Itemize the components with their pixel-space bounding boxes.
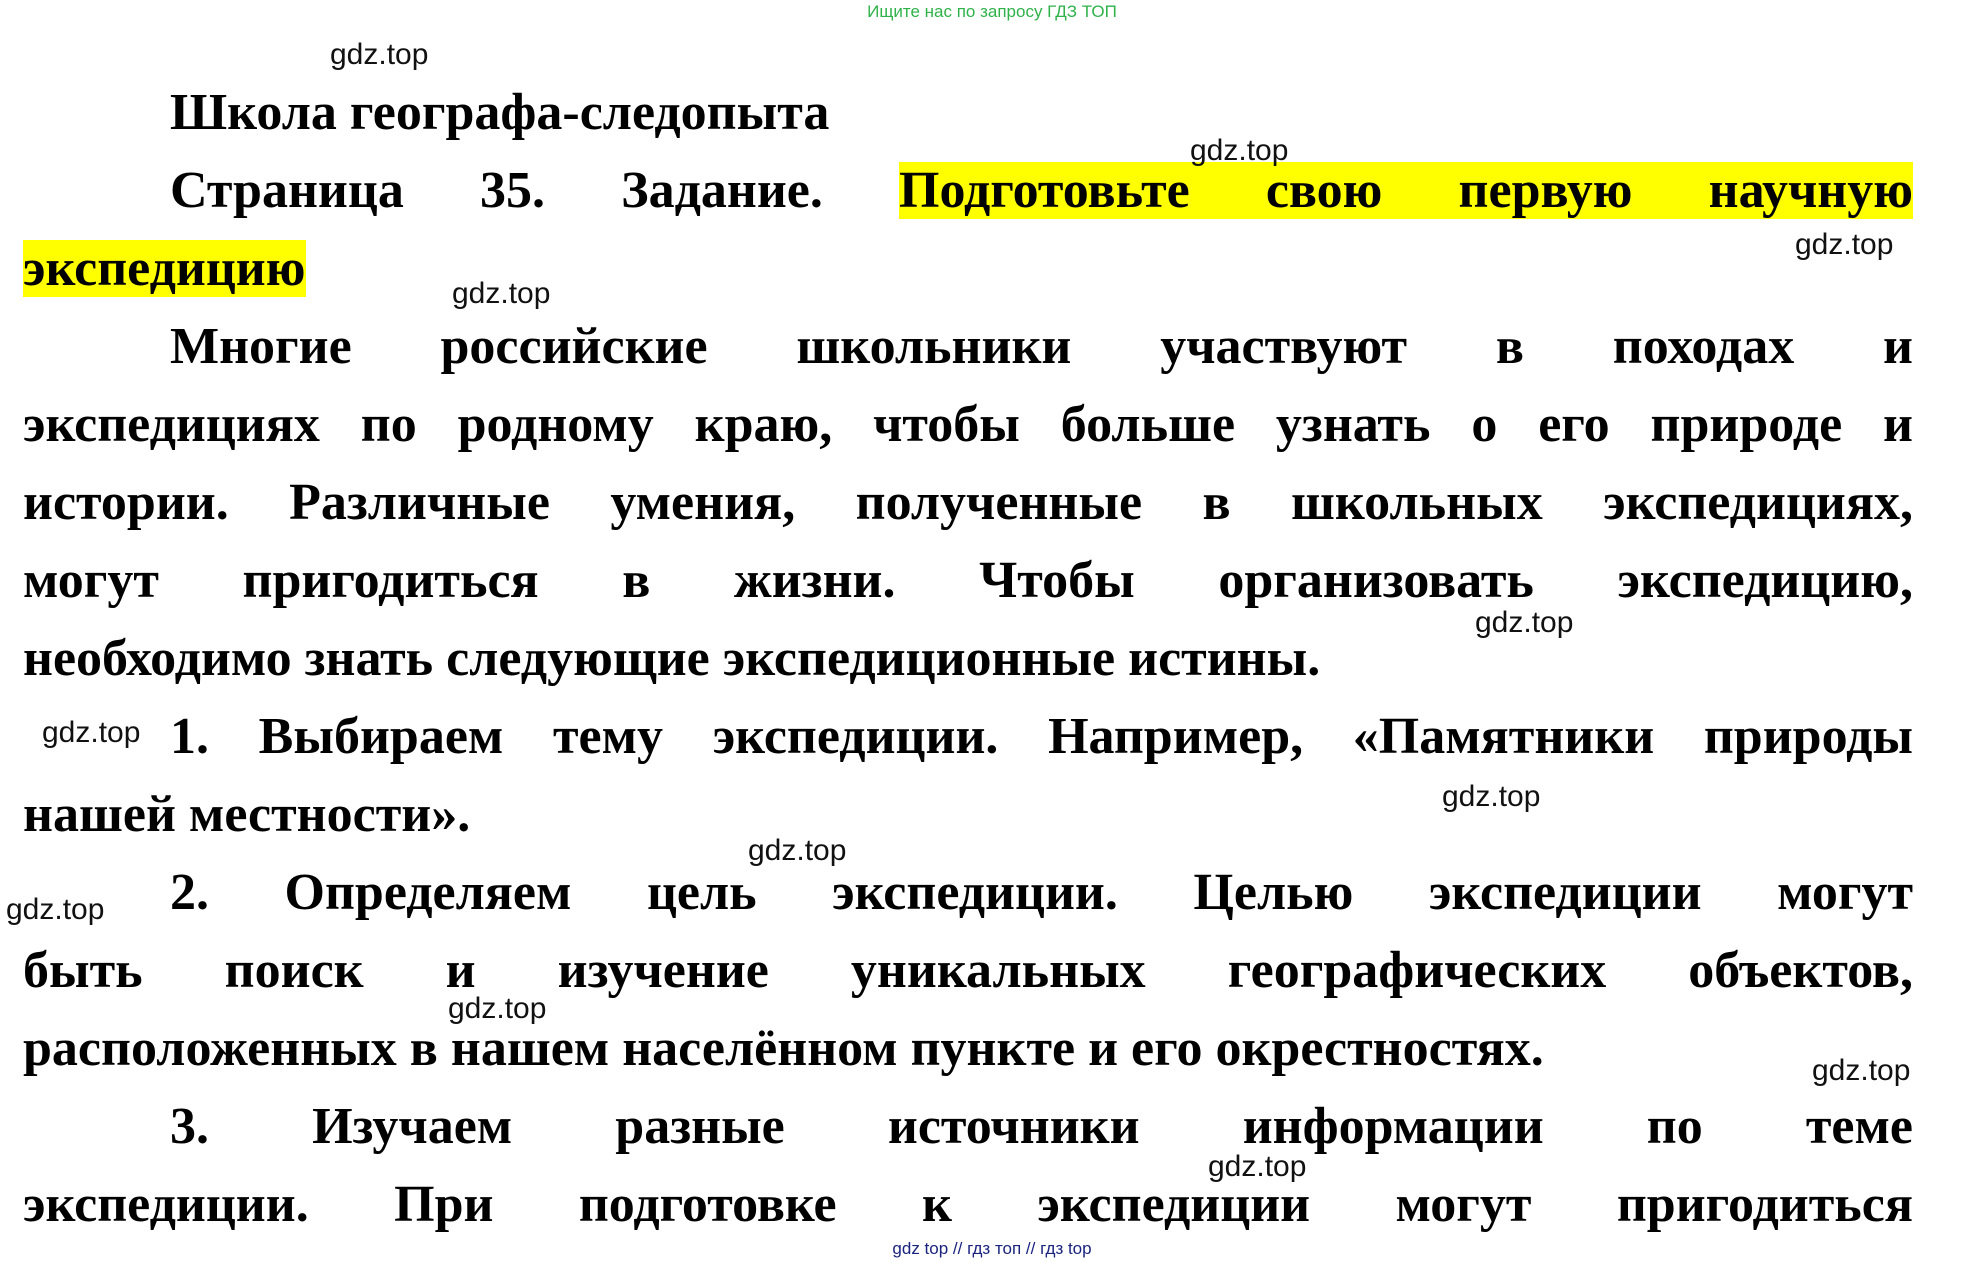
task-prefix: Страница 35. Задание. [170,162,823,219]
watermark: gdz.top [1442,780,1541,813]
page-title: Школа географа-следопыта [170,84,830,141]
watermark: gdz.top [1190,134,1289,167]
watermark: gdz.top [6,893,105,926]
task-line-continued [23,234,1913,304]
watermark: gdz.top [1795,228,1894,261]
paragraph-line: экспедициях по родному краю, чтобы больше узнать о его природе и [23,396,1913,453]
list-item-1-line: нашей местности». [23,786,471,843]
task-highlight: Подготовьте свою первую научную [899,162,1913,219]
list-item-3-line: экспедиции. При подготовке к экспедиции могут пригодиться [23,1176,1913,1233]
paragraph-line: могут пригодиться в жизни. Чтобы организовать экспедицию, [23,552,1913,609]
search-hint: Ищите нас по запросу ГДЗ ТОП [867,2,1117,21]
watermark: gdz.top [448,992,547,1025]
task-line [170,156,1913,226]
watermark: gdz.top [452,277,551,310]
list-item-2-line: 2. Определяем цель экспедиции. Целью экспедиции могут [170,864,1913,921]
watermark: gdz.top [42,716,141,749]
list-item-2-line: расположенных в нашем населённом пункте и его окрестностях. [23,1020,1544,1077]
watermark: gdz.top [1208,1150,1307,1183]
watermark: gdz.top [330,38,429,71]
watermark: gdz.top [1812,1054,1911,1087]
task-highlight-continued: экспедицию [23,240,306,297]
list-item-1-line: 1. Выбираем тему экспедиции. Например, «Памятники природы [170,708,1913,765]
paragraph-line: Многие российские школьники участвуют в походах и [170,318,1913,375]
watermark: gdz.top [748,834,847,867]
list-item-3-line: 3. Изучаем разные источники информации по теме [170,1098,1913,1155]
list-item-2-line: быть поиск и изучение уникальных географических объектов, [23,942,1913,999]
watermark: gdz.top [1475,606,1574,639]
paragraph-line: необходимо знать следующие экспедиционные истины. [23,630,1321,687]
paragraph-line: истории. Различные умения, полученные в школьных экспедициях, [23,474,1913,531]
footer-note: gdz top // гдз топ // гдз top [892,1239,1092,1258]
